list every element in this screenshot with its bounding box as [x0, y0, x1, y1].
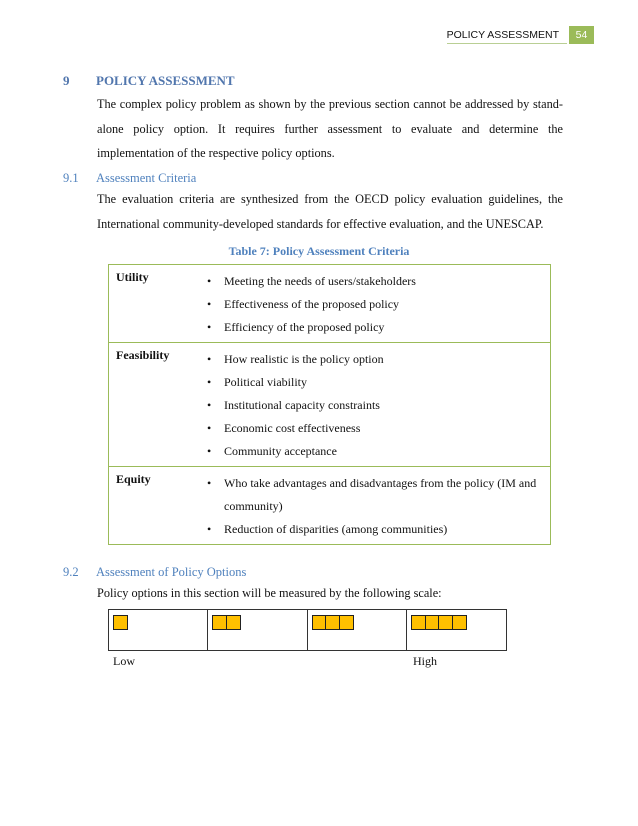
scale-level-3 — [307, 610, 407, 651]
section-number: 9.1 — [63, 171, 79, 185]
page-number: 54 — [569, 26, 594, 44]
scale-high-label: High — [413, 654, 437, 668]
scale-boxes — [113, 615, 207, 630]
scale-boxes — [312, 615, 407, 630]
section-title: Assessment Criteria — [96, 171, 197, 185]
criterion-items — [198, 343, 551, 467]
scale-box — [339, 615, 354, 630]
criterion-item: • Who take advantages and disadvantages from the policy (IM and community) — [198, 472, 550, 518]
criterion-name: Feasibility — [109, 343, 199, 467]
scale-level-2 — [208, 610, 307, 651]
criteria-row — [109, 467, 551, 545]
section-9-2-heading — [63, 565, 246, 580]
criterion-name: Equity — [109, 467, 199, 545]
scale-box — [226, 615, 241, 630]
section-9-2-body: Policy options in this section will be measured by the following scale: — [97, 586, 442, 600]
page-header — [447, 26, 594, 44]
criterion-item: • Institutional capacity constraints — [198, 394, 550, 417]
scale-level-1 — [109, 610, 208, 651]
scale-boxes — [212, 615, 306, 630]
scale-low-label: Low — [113, 654, 135, 668]
criterion-item: • Economic cost effectiveness — [198, 417, 550, 440]
criterion-name: Utility — [109, 265, 199, 343]
scale-box — [113, 615, 128, 630]
section-9-1-body: The evaluation criteria are synthesized from the OECD policy evaluation guidelines, the International community-developed standards for effective evaluation, and the UNESCAP. — [97, 192, 563, 231]
criterion-item: • Meeting the needs of users/stakeholders — [198, 270, 550, 293]
scale-table — [108, 609, 507, 651]
section-9-heading — [63, 73, 235, 89]
criterion-item: • Reduction of disparities (among communities) — [198, 518, 550, 541]
scale-box — [452, 615, 467, 630]
table-caption: Table 7: Policy Assessment Criteria — [228, 244, 410, 258]
section-title: POLICY ASSESSMENT — [96, 73, 235, 88]
criteria-table — [108, 264, 551, 545]
criterion-items — [198, 265, 551, 343]
section-number: 9 — [63, 73, 70, 88]
criteria-row — [109, 343, 551, 467]
criteria-row — [109, 265, 551, 343]
criterion-item: • How realistic is the policy option — [198, 348, 550, 371]
section-9-1-heading — [63, 171, 196, 186]
criterion-items — [198, 467, 551, 545]
scale-boxes — [411, 615, 506, 630]
section-number: 9.2 — [63, 565, 79, 579]
criterion-item: • Efficiency of the proposed policy — [198, 316, 550, 339]
criterion-item: • Political viability — [198, 371, 550, 394]
header-title: POLICY ASSESSMENT — [447, 26, 567, 44]
scale-level-4 — [407, 610, 507, 651]
criterion-item: • Effectiveness of the proposed policy — [198, 293, 550, 316]
section-title: Assessment of Policy Options — [96, 565, 247, 579]
criterion-item: • Community acceptance — [198, 440, 550, 463]
section-9-body: The complex policy problem as shown by the previous section cannot be addressed by stand-alone policy option. It requires further assessment to evaluate and determine the implementation of the respective policy options. — [97, 97, 563, 160]
